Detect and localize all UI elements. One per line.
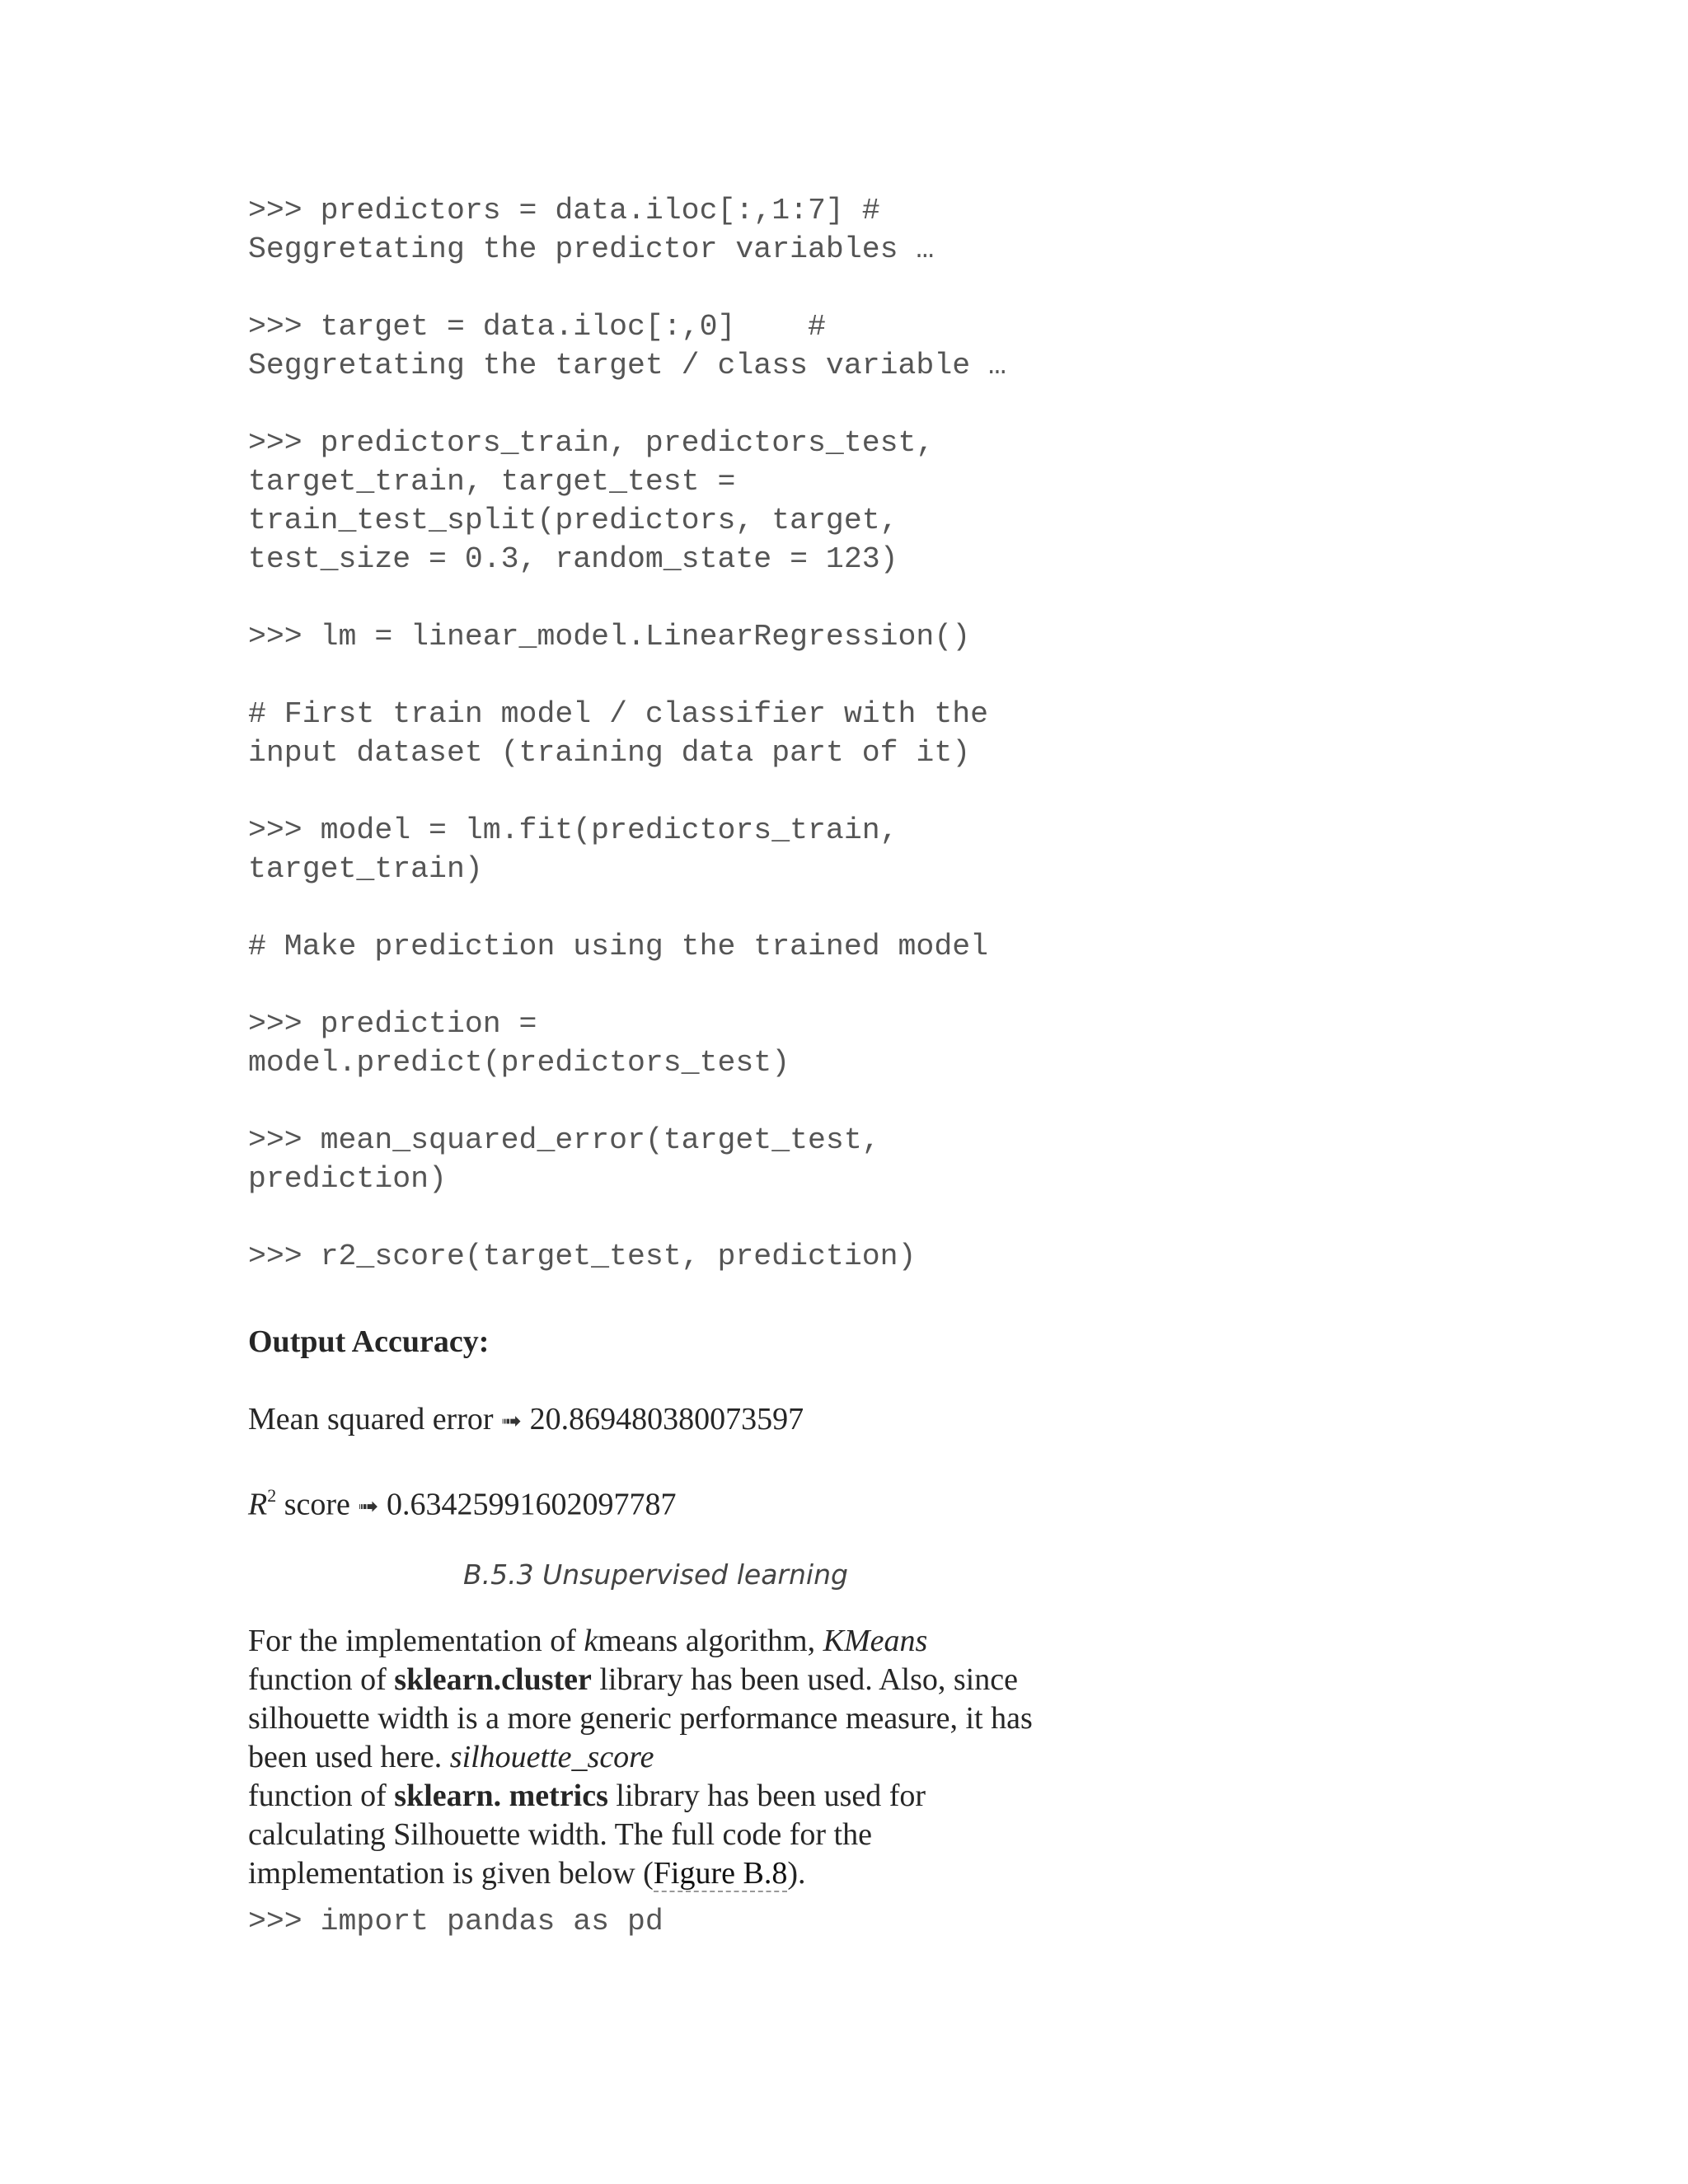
code-block-1-line [248,656,1006,695]
code-block-1-line [248,966,1006,1005]
para-k: k [584,1624,598,1658]
code-block-1-line: >>> lm = linear_model.LinearRegression() [248,620,971,654]
code-block-1-line: test_size = 0.3, random_state = 123) [248,542,898,576]
mse-label: Mean squared error [248,1402,494,1436]
para-text: means algorithm, [598,1624,823,1658]
code-block-1-line: input dataset (training data part of it) [248,736,971,770]
para-text: library has been used for calculating Silhouette width. The full code for the implementation is given below ( [248,1779,926,1891]
para-text: ). [787,1856,806,1891]
code-block-1-line [248,888,1006,927]
code-block-1-line: >>> model = lm.fit(predictors_train, [248,813,898,847]
code-block-1-line: target_train) [248,852,483,886]
figure-link[interactable]: Figure B.8 [653,1856,788,1891]
para-text: function of [248,1662,395,1697]
code-block-1 [248,191,1006,1276]
code-block-1-line [248,385,1006,424]
code-block-1-line [248,1082,1006,1121]
code-block-1-line [248,269,1006,307]
r2-value: 0.63425991602097787 [387,1487,677,1522]
code-block-1-line: model.predict(predictors_test) [248,1046,790,1080]
code-block-1-line [248,1198,1006,1237]
para-text: library has been used. Also, since silhouette width is a more generic performance measure, it has been used here. [248,1662,1033,1774]
code-block-1-line: >>> target = data.iloc[:,0] # [248,310,826,344]
code-block-1-line: prediction) [248,1162,447,1196]
code-block-1-line: >>> mean_squared_error(target_test, [248,1123,880,1157]
output-heading: Output Accuracy: [248,1324,490,1359]
para-lib-cluster: sklearn.cluster [394,1662,592,1697]
code-block-1-line: >>> r2_score(target_test, prediction) [248,1240,917,1273]
mse-line [248,1400,804,1441]
r2-superscript: 2 [267,1485,277,1506]
code-block-2 [248,1902,663,1941]
r2-variable: R [248,1487,268,1522]
code-block-1-line: target_train, target_test = [248,465,736,499]
code-block-1-line: # First train model / classifier with the [248,697,989,731]
code-block-1-line: >>> predictors_train, predictors_test, [248,426,935,460]
description-paragraph [248,1622,1039,1893]
r2-line [248,1478,677,1526]
r2-label: score [284,1487,350,1522]
code-block-1-line: Seggretating the target / class variable … [248,349,1006,382]
code-block-1-line: Seggretating the predictor variables … [248,232,935,266]
code-block-1-line: >>> predictors = data.iloc[:,1:7] # [248,194,880,227]
para-lib-metrics: sklearn. metrics [394,1779,608,1813]
code-block-1-line [248,772,1006,811]
section-title: B.5.3 Unsupervised learning [463,1558,848,1591]
para-kmeans: KMeans [823,1624,928,1658]
mse-value: 20.869480380073597 [529,1402,804,1436]
code-block-2-line: >>> import pandas as pd [248,1905,663,1938]
code-block-1-line [248,579,1006,617]
arrow-icon: ➟ [501,1407,523,1436]
para-silhouette-score: silhouette_score [449,1740,654,1774]
code-block-1-line: # Make prediction using the trained model [248,930,989,963]
code-block-1-line: train_test_split(predictors, target, [248,504,898,537]
para-text: function of [248,1779,395,1813]
code-block-1-line: >>> prediction = [248,1007,537,1041]
arrow-icon: ➟ [358,1492,379,1521]
para-text: For the implementation of [248,1624,584,1658]
